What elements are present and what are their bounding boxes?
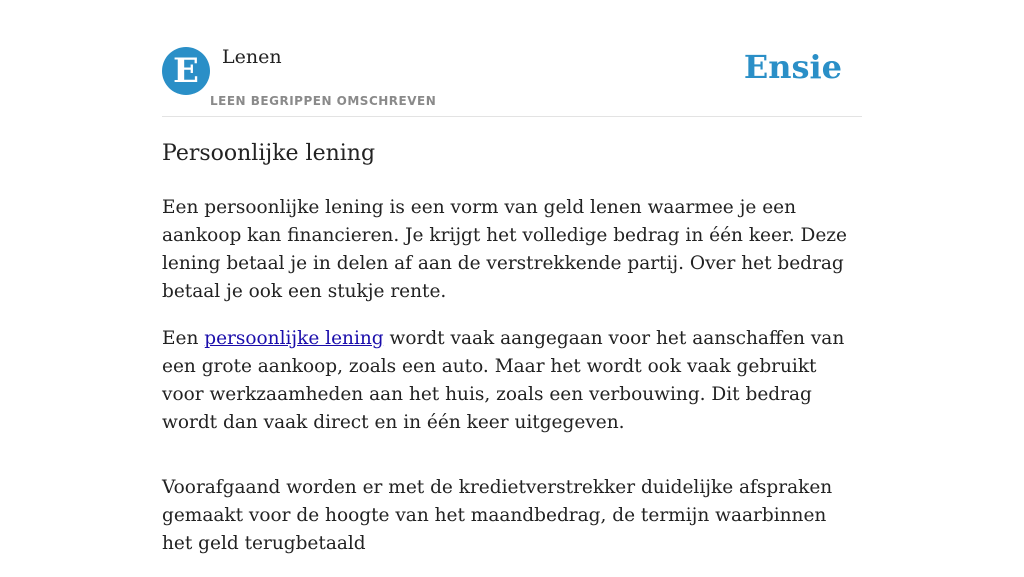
article-title: Persoonlijke lening xyxy=(162,141,376,166)
ensie-logo-icon[interactable]: E xyxy=(162,47,210,95)
article-paragraph-2 xyxy=(162,325,862,437)
persoonlijke-lening-link[interactable]: persoonlijke lening xyxy=(204,328,384,349)
article-paragraph-3: Voorafgaand worden er met de kredietverstrekker duidelijke afspraken gemaakt voor de hoogte van het maandbedrag, de termijn waarbinnen het geld terugbetaald xyxy=(162,477,833,554)
page-name[interactable]: Lenen xyxy=(222,46,282,68)
paragraph-2-text-after: wordt vaak aangegaan voor het aanschaffen van een grote aankoop, zoals een auto. Maar het wordt ook vaak gebruikt voor werkzaamheden aan het huis, zoals een verbouwing. Dit bedrag wordt dan vaak direct en in één keer uitgegeven. xyxy=(162,328,845,433)
paragraph-2-text-before: Een xyxy=(162,328,205,349)
brand-logo[interactable]: Ensie xyxy=(743,48,842,86)
header xyxy=(162,0,862,117)
article xyxy=(162,139,862,577)
page-subtitle: LEEN BEGRIPPEN OMSCHREVEN xyxy=(210,94,437,108)
article-paragraph-1: Een persoonlijke lening is een vorm van geld lenen waarmee je een aankoop kan financieren. Je krijgt het volledige bedrag in één keer. Deze lening betaal je in delen af aan de verstrekkende partij. Over het bedrag betaal je ook een stukje rente. xyxy=(162,197,847,302)
